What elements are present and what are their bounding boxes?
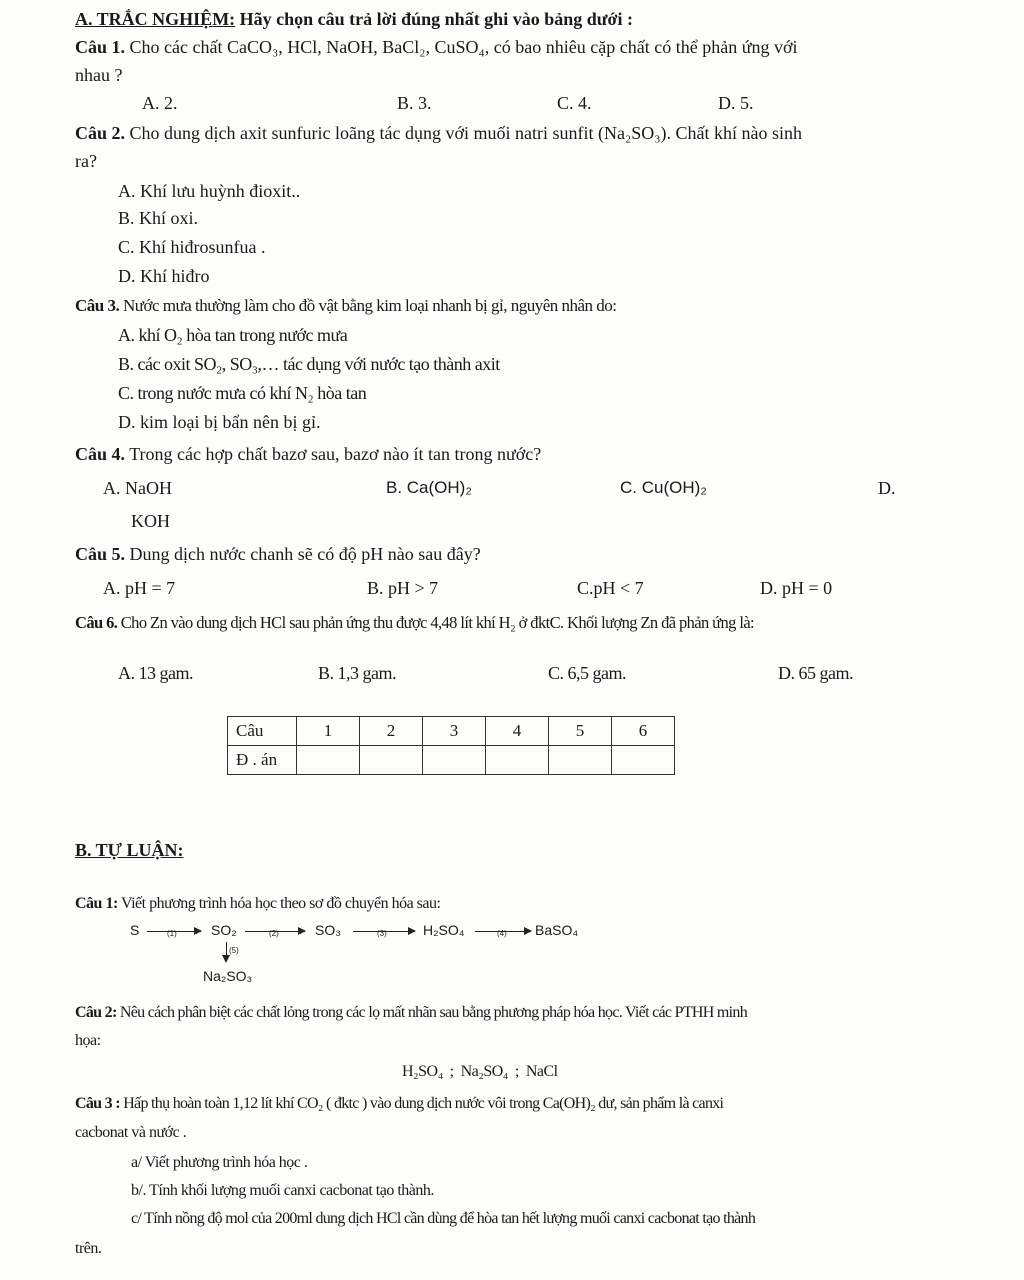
essay-2-text-cont: họa: <box>75 1032 101 1049</box>
q2-option-c: C. Khí hiđrosunfua . <box>118 237 266 257</box>
scheme-arrow-2 <box>245 929 305 938</box>
answer-cell-2[interactable] <box>360 746 423 775</box>
scheme-step-3: (3) <box>377 929 387 938</box>
scheme-arrow-4 <box>475 929 531 938</box>
question-3 <box>75 295 617 317</box>
table-col-6: 6 <box>612 717 675 746</box>
question-4 <box>75 443 541 465</box>
question-4-label: Câu 4. <box>75 444 126 464</box>
q5-option-b: B. pH > 7 <box>367 578 439 598</box>
answer-cell-5[interactable] <box>549 746 612 775</box>
question-1-label: Câu 1. <box>75 37 126 57</box>
q2-option-d: D. Khí hiđro <box>118 266 210 286</box>
q5-option-c: C.pH < 7 <box>577 578 644 598</box>
conversion-scheme <box>125 918 625 988</box>
answer-cell-4[interactable] <box>486 746 549 775</box>
answer-table <box>227 716 675 775</box>
q1-option-c: C. 4. <box>557 93 592 113</box>
essay-3-part-c-cont: trên. <box>75 1240 102 1257</box>
q1-option-b: B. 3. <box>397 93 432 113</box>
part-b-label: B. TỰ LUẬN: <box>75 840 184 860</box>
essay-1-text: Viết phương trình hóa học theo sơ đồ chuyển hóa sau: <box>117 895 441 912</box>
essay-2-text: Nêu cách phân biệt các chất lỏng trong các lọ mất nhãn sau bằng phương pháp hóa học. Viết các PTHH minh <box>116 1004 748 1021</box>
essay-3-label: Câu 3 : <box>75 1095 120 1112</box>
q1-option-a: A. 2. <box>142 93 178 113</box>
q2-option-b: B. Khí oxi. <box>118 208 199 228</box>
q3-option-b: B. các oxit SO₂, SO₃,… tác dụng với nước tạo thành axit <box>118 354 500 374</box>
scheme-node-baso4: BaSO₄ <box>535 922 579 938</box>
question-6-text: Cho Zn vào dung dịch HCl sau phản ứng thu được 4,48 lít khí H₂ ở đktC. Khối lượng Zn đã phản ứng là: <box>117 613 755 632</box>
q3-option-c: C. trong nước mưa có khí N₂ hòa tan <box>118 383 367 403</box>
scheme-node-h2so4: H₂SO₄ <box>423 922 465 938</box>
question-5-text: Dung dịch nước chanh sẽ có độ pH nào sau đây? <box>125 544 481 564</box>
question-6 <box>75 612 754 634</box>
scheme-arrow-3 <box>353 929 415 938</box>
table-col-4: 4 <box>486 717 549 746</box>
question-3-label: Câu 3. <box>75 296 120 315</box>
part-a-label: A. TRẮC NGHIỆM: <box>75 9 236 29</box>
table-col-1: 1 <box>297 717 360 746</box>
essay-question-2 <box>75 1002 747 1024</box>
scheme-step-5: (5) <box>229 946 239 955</box>
question-2-text: Cho dung dịch axit sunfuric loãng tác dụng với muối natri sunfit (Na₂SO₃). Chất khí nào sinh <box>125 123 802 143</box>
question-2 <box>75 122 802 144</box>
question-2-text-cont: ra? <box>75 151 97 171</box>
scheme-node-s: S <box>130 922 140 938</box>
scheme-node-so3: SO₃ <box>315 922 341 938</box>
q4-option-d: D. <box>878 478 896 498</box>
part-a-heading <box>75 8 633 30</box>
essay-3-text-cont: cacbonat và nước . <box>75 1124 187 1141</box>
question-3-text: Nước mưa thường làm cho đồ vật bằng kim loại nhanh bị gỉ, nguyên nhân do: <box>119 296 617 315</box>
table-col-2: 2 <box>360 717 423 746</box>
essay-question-1 <box>75 893 440 915</box>
scheme-arrow-1 <box>147 929 201 938</box>
q2-option-a: A. Khí lưu huỳnh đioxit.. <box>118 181 301 201</box>
q4-option-b: B. Ca(OH)₂ <box>386 478 472 497</box>
answer-cell-6[interactable] <box>612 746 675 775</box>
answer-cell-1[interactable] <box>297 746 360 775</box>
q4-option-c: C. Cu(OH)₂ <box>620 478 707 497</box>
part-b-heading <box>75 839 184 861</box>
answer-cell-3[interactable] <box>423 746 486 775</box>
q6-option-a: A. 13 gam. <box>118 663 193 683</box>
table-col-3: 3 <box>423 717 486 746</box>
question-1-text-cont: nhau ? <box>75 65 123 85</box>
scheme-step-2: (2) <box>269 929 279 938</box>
essay-question-3 <box>75 1093 723 1115</box>
q4-option-d-text: KOH <box>131 511 170 531</box>
essay-2-substances: H₂SO₄ ; Na₂SO₄ ; NaCl <box>402 1063 558 1080</box>
answer-table-answer-row <box>228 746 675 775</box>
q4-option-a: A. NaOH <box>103 478 172 498</box>
scheme-node-na2so3: Na₂SO₃ <box>203 968 253 984</box>
scheme-step-1: (1) <box>167 929 177 938</box>
answer-table-header-row <box>228 717 675 746</box>
question-1-text: Cho các chất CaCO₃, HCl, NaOH, BaCl₂, CuSO₄, có bao nhiêu cặp chất có thể phản ứng với <box>125 37 798 57</box>
scheme-step-4: (4) <box>497 929 507 938</box>
table-header-cau: Câu <box>228 717 297 746</box>
q6-option-b: B. 1,3 gam. <box>318 663 396 683</box>
q6-option-c: C. 6,5 gam. <box>548 663 626 683</box>
essay-3-part-a: a/ Viết phương trình hóa học . <box>131 1154 308 1171</box>
table-col-5: 5 <box>549 717 612 746</box>
q1-option-d: D. 5. <box>718 93 754 113</box>
scheme-node-so2: SO₂ <box>211 922 237 938</box>
q6-option-d: D. 65 gam. <box>778 663 853 683</box>
question-1 <box>75 36 797 58</box>
question-5 <box>75 543 481 565</box>
scheme-arrow-5 <box>226 942 227 960</box>
q5-option-a: A. pH = 7 <box>103 578 176 598</box>
essay-3-part-c: c/ Tính nồng độ mol của 200ml dung dịch HCl cần dùng để hòa tan hết lượng muối canxi cacbonat tạo thành <box>131 1210 756 1227</box>
question-6-label: Câu 6. <box>75 613 118 632</box>
q3-option-d: D. kim loại bị bẩn nên bị gỉ. <box>118 412 321 432</box>
essay-2-label: Câu 2: <box>75 1004 117 1021</box>
part-a-instruction: Hãy chọn câu trả lời đúng nhất ghi vào bảng dưới : <box>235 9 633 29</box>
question-4-text: Trong các hợp chất bazơ sau, bazơ nào ít tan trong nước? <box>125 444 542 464</box>
q3-option-a: A. khí O₂ hòa tan trong nước mưa <box>118 325 348 345</box>
question-5-label: Câu 5. <box>75 544 126 564</box>
essay-1-label: Câu 1: <box>75 895 118 912</box>
essay-3-text: Hấp thụ hoàn toàn 1,12 lít khí CO₂ ( đktc ) vào dung dịch nước vôi trong Ca(OH)₂ dư, sản phẩm là canxi <box>119 1095 724 1112</box>
question-2-label: Câu 2. <box>75 123 126 143</box>
essay-3-part-b: b/. Tính khối lượng muối canxi cacbonat tạo thành. <box>131 1182 434 1199</box>
q5-option-d: D. pH = 0 <box>760 578 833 598</box>
table-header-dap-an: Đ . án <box>228 746 297 775</box>
